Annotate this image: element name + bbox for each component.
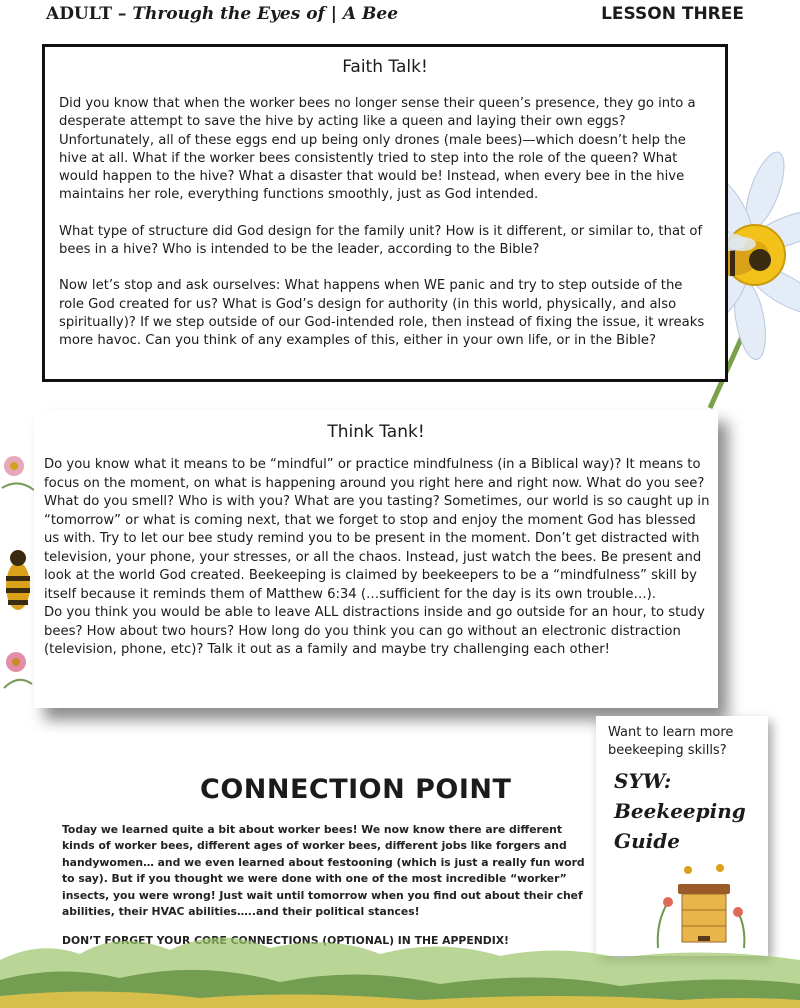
connection-point-body: Today we learned quite a bit about worker bees! We now know there are different kinds of worker bees, different ages of worker bees, different jobs like forgers and handywomen… and we even learned about festooning (which is just a really fun word to say). But if you thought we were done with one of the most incredible “worker” insects, you were wrong! Just wait until tomorrow when you find out about their chef abilities, their HVAC abilities…..and their political stances! bbox=[62, 823, 585, 919]
connection-point-title: CONNECTION POINT bbox=[200, 774, 512, 805]
guide-title-line: SYW: bbox=[614, 769, 672, 793]
think-tank-box bbox=[34, 410, 718, 708]
think-tank-paragraph: Do you know what it means to be “mindful” or practice mindfulness (in a Biblical way)? It means to focus on the moment, on what is happening around you right here and right now. What do you see? What do you smell? Who is with you? What are you tasting? Sometimes, our world is so caught up in “tomorrow” or what is coming next, that we forget to stop and enjoy the moment God has blessed us with. Try to let our bee study remind you to be present in the moment. Don’t get distracted with television, your phone, your stresses, or all the chaos. Instead, just watch the bees. Be present and look at the world God created. Beekeeping is claimed by beekeepers to be a “mindfulness” skill by itself because it reminds them of Matthew 6:34 (…sufficient for the day is its own trouble…). bbox=[44, 457, 710, 602]
header-adult-label: ADULT – bbox=[46, 4, 133, 24]
grass-border bbox=[0, 920, 800, 1008]
faith-talk-paragraph: Now let’s stop and ask ourselves: What happens when WE panic and try to step outside of the role God created for us? What is God’s design for authority (in this world, physically, and also spiritually)? If we step outside of our God-intended role, then instead of fixing the issue, it wreaks more havoc. Can you think of any examples of this, either in your own life, or in the Bible? bbox=[59, 278, 705, 349]
faith-talk-box bbox=[42, 44, 728, 382]
beekeeping-question-line: Want to learn more bbox=[608, 725, 734, 740]
header-series-title: Through the Eyes of | A Bee bbox=[132, 4, 399, 24]
flower-left-top-icon bbox=[0, 448, 36, 498]
beekeeping-question-line: beekeeping skills? bbox=[608, 743, 727, 758]
beekeeping-question bbox=[608, 724, 733, 760]
faith-talk-paragraph: What type of structure did God design for the family unit? How is it different, or similar to, that of bees in a hive? Who is intended to be the leader, according to the Bible? bbox=[59, 223, 703, 258]
bee-left-icon bbox=[0, 546, 36, 618]
guide-title-line: Beekeeping bbox=[614, 799, 746, 823]
think-tank-paragraph: Do you think you would be able to leave ALL distractions inside and go outside for an hour, to study bees? How about two hours? How long do you think you can go without an electronic distraction (television, phone, etc)? Talk it out as a family and maybe try challenging each other! bbox=[44, 605, 705, 657]
faith-talk-paragraph: Did you know that when the worker bees no longer sense their queen’s presence, they go into a desperate attempt to save the hive by acting like a queen and laying their own eggs? Unfortunately, all of these eggs end up being only drones (male bees)—which doesn’t help the hive at all. What if the worker bees consistently tried to step into the role of the queen? What would happen to the hive? What a disaster that would be! Instead, when every bee in the hive maintains her role, everything functions smoothly, just as God intended. bbox=[59, 96, 696, 203]
lesson-label: LESSON THREE bbox=[601, 4, 744, 24]
core-connections-reminder: DON’T FORGET YOUR CORE CONNECTIONS (OPTIONAL) IN THE APPENDIX! bbox=[62, 934, 509, 947]
beekeeping-guide-title bbox=[614, 766, 746, 856]
flower-left-bottom-icon bbox=[0, 644, 36, 694]
faith-talk-title: Faith Talk! bbox=[342, 57, 428, 77]
guide-title-line: Guide bbox=[614, 829, 680, 853]
header-title bbox=[46, 4, 398, 24]
think-tank-title: Think Tank! bbox=[327, 422, 425, 442]
